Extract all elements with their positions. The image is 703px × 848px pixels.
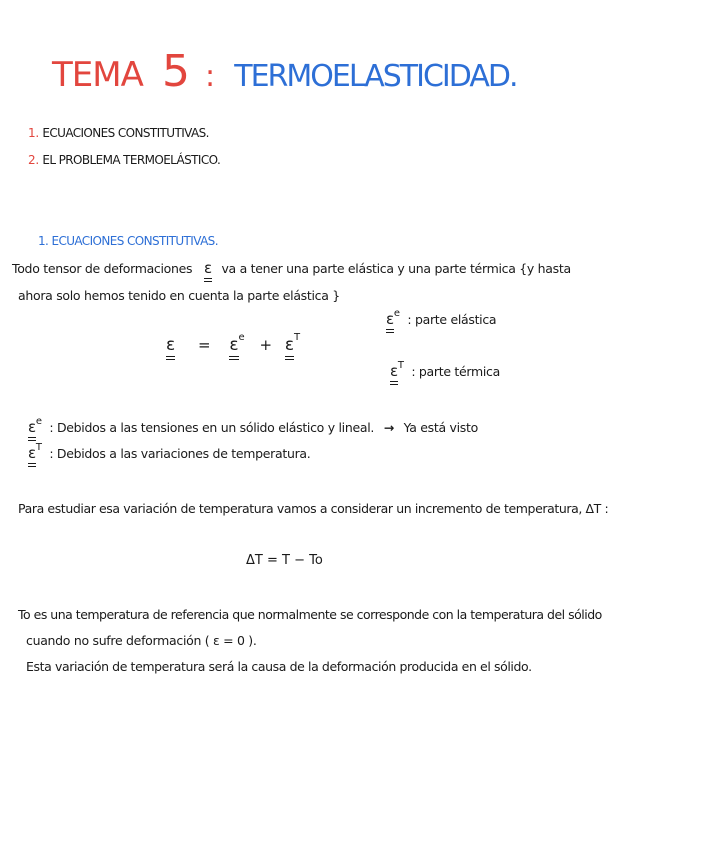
section-heading-text: 1. ECUACIONES CONSTITUTIVAS. [38, 234, 218, 248]
definition-thermal: ε $^T$ : Debidos a las variaciones de temperatura. [28, 446, 310, 461]
index-item-2-num: 2. [28, 153, 39, 167]
main-equation-equals: = [197, 336, 211, 354]
epsilon-total: ε [166, 337, 175, 354]
epsilon-symbol: ε [204, 261, 212, 276]
sup-e: e [238, 332, 245, 343]
intro-line-1-a: Todo tensor de deformaciones [12, 261, 193, 276]
main-equation-plus: + [259, 336, 273, 354]
legend-elastic-text: : parte elástica [407, 312, 497, 327]
legend-thermal-text: : parte térmica [411, 364, 500, 379]
arrow-icon: → [383, 420, 394, 435]
legend-thermal: ε $^T$ : parte térmica [390, 364, 500, 379]
intro-line-2 [18, 288, 340, 303]
delta-equation: ΔT = T − To [246, 553, 323, 568]
epsilon-def-e: ε [28, 420, 36, 435]
index-item-1-num: 1. [28, 126, 39, 140]
epsilon-legend-e: ε [386, 312, 394, 327]
index-item-1 [28, 126, 209, 140]
section-heading [38, 234, 218, 248]
intro-line-1 [12, 261, 571, 276]
epsilon-thermal: ε [285, 337, 294, 354]
definition-elastic-note: Ya está visto [403, 420, 478, 435]
epsilon-legend-T: ε [390, 364, 398, 379]
paragraph-reference-line-2: cuando no sufre deformación ( ε = 0 ). [26, 633, 257, 648]
intro-line-1-b: va a tener una parte elástica y una parte térmica {y hasta [221, 261, 571, 276]
sup-T: T [294, 332, 301, 343]
definition-elastic: ε $^e$ : Debidos a las tensiones en un sólido elástico y lineal. → Ya está visto [28, 420, 478, 435]
page-title [52, 46, 517, 96]
definition-thermal-text: : Debidos a las variaciones de temperatura. [49, 446, 311, 461]
definition-elastic-text: : Debidos a las tensiones en un sólido elástico y lineal. [49, 420, 375, 435]
title-tema: TEMA [52, 55, 143, 95]
title-subject: TERMOELASTICIDAD. [234, 59, 517, 94]
paragraph-reference-line-1: To es una temperatura de referencia que normalmente se corresponde con la temperatura del sólido [18, 607, 602, 622]
main-equation [166, 332, 301, 355]
index-item-2-label: EL PROBLEMA TERMOELÁSTICO. [42, 153, 221, 167]
epsilon-def-T: ε [28, 446, 36, 461]
title-number: 5 [161, 46, 190, 97]
intro-line-2-text: ahora solo hemos tenido en cuenta la parte elástica } [18, 288, 340, 303]
paragraph-cause: Esta variación de temperatura será la causa de la deformación producida en el sólido. [26, 659, 532, 674]
index-item-2 [28, 153, 220, 167]
title-colon: : [205, 59, 216, 94]
paragraph-delta-intro: Para estudiar esa variación de temperatura vamos a considerar un incremento de temperatura, ΔT : [18, 501, 609, 516]
epsilon-elastic: ε [229, 337, 238, 354]
index-item-1-label: ECUACIONES CONSTITUTIVAS. [42, 126, 209, 140]
legend-elastic: ε $^e$ : parte elástica [386, 312, 496, 327]
